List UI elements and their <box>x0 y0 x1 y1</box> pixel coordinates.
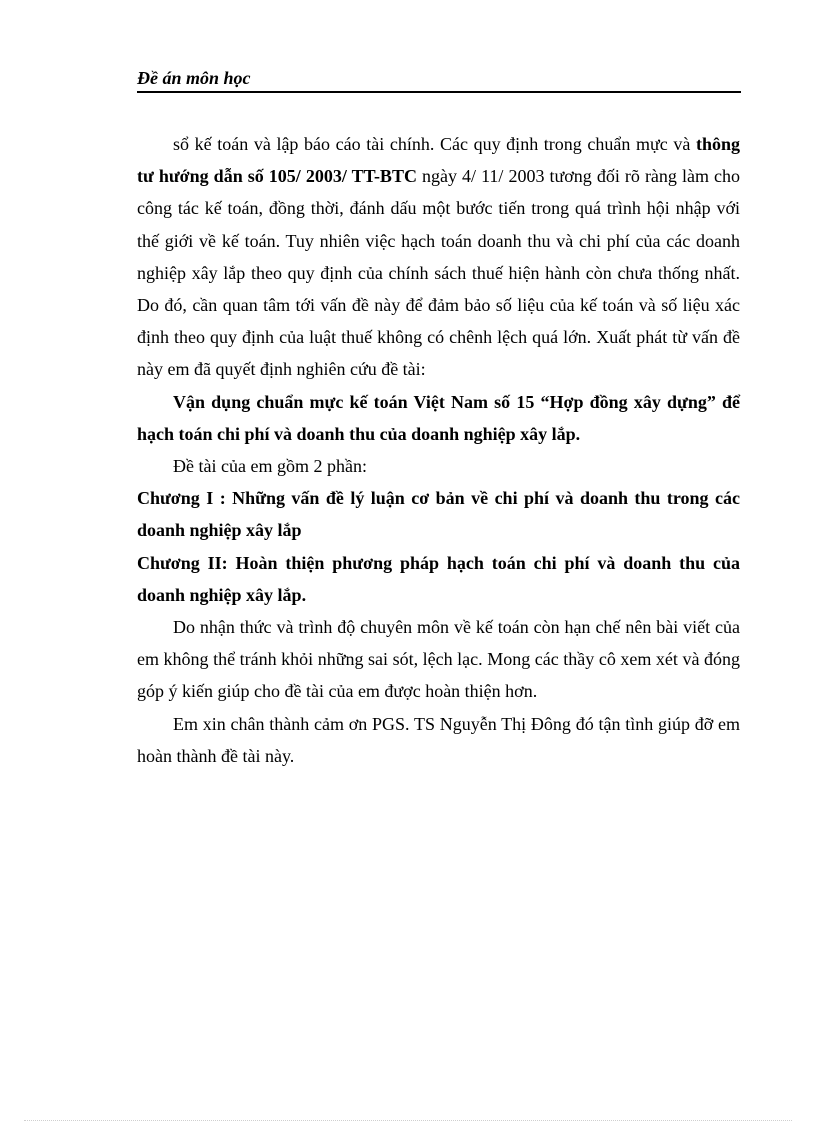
closing-paragraph: Do nhận thức và trình độ chuyên môn về kế toán còn hạn chế nên bài viết của em không thể tránh khỏi những sai sót, lệch lạc. Mong các thầy cô xem xét và đóng góp ý kiến giúp cho đề tài của em được hoàn thiện hơn. <box>137 617 740 702</box>
header-title: Đề án môn học <box>137 68 251 88</box>
document-body <box>137 128 740 772</box>
structure-intro: Đề tài của em gồm 2 phần: <box>173 456 367 477</box>
intro-paragraph <box>137 128 740 386</box>
chapter-1: Chương I : Những vấn đề lý luận cơ bản về chi phí và doanh thu trong các doanh nghiệp xây lắp <box>137 488 740 541</box>
topic-title: Vận dụng chuẩn mực kế toán Việt Nam số 15 “Hợp đồng xây dựng” để hạch toán chi phí và doanh thu của doanh nghiệp xây lắp. <box>137 391 740 444</box>
intro-text-end: ngày 4/ 11/ 2003 tương đối rõ ràng làm cho công tác kế toán, đồng thời, đánh dấu một bước tiến trong quá trình hội nhập với thế giới về kế toán. Tuy nhiên việc hạch toán doanh thu và chi phí của các doanh nghiệp xây lắp theo quy định của chính sách thuế hiện hành còn chưa thống nhất. Do đó, cần quan tâm tới vấn đề này để đảm bảo số liệu của kế toán và số liệu xác định theo quy định của luật thuế không có chênh lệch quá lớn. Xuất phát từ vấn đề này em đã quyết định nghiên cứu đề tài: <box>137 166 740 380</box>
circular-reference: thông tư hướng dẫn số 105/ 2003/ TT-BTC <box>137 134 740 187</box>
page-header <box>137 68 741 93</box>
intro-text-start: sổ kế toán và lập báo cáo tài chính. Các quy định trong chuẩn mực và <box>173 134 696 154</box>
thanks-paragraph: Em xin chân thành cảm ơn PGS. TS Nguyễn Thị Đông đó tận tình giúp đỡ em hoàn thành đề tài này. <box>137 713 740 766</box>
chapter-2: Chương II: Hoàn thiện phương pháp hạch toán chi phí và doanh thu của doanh nghiệp xây lắp. <box>137 552 740 605</box>
page-bottom-rule <box>24 1120 792 1121</box>
